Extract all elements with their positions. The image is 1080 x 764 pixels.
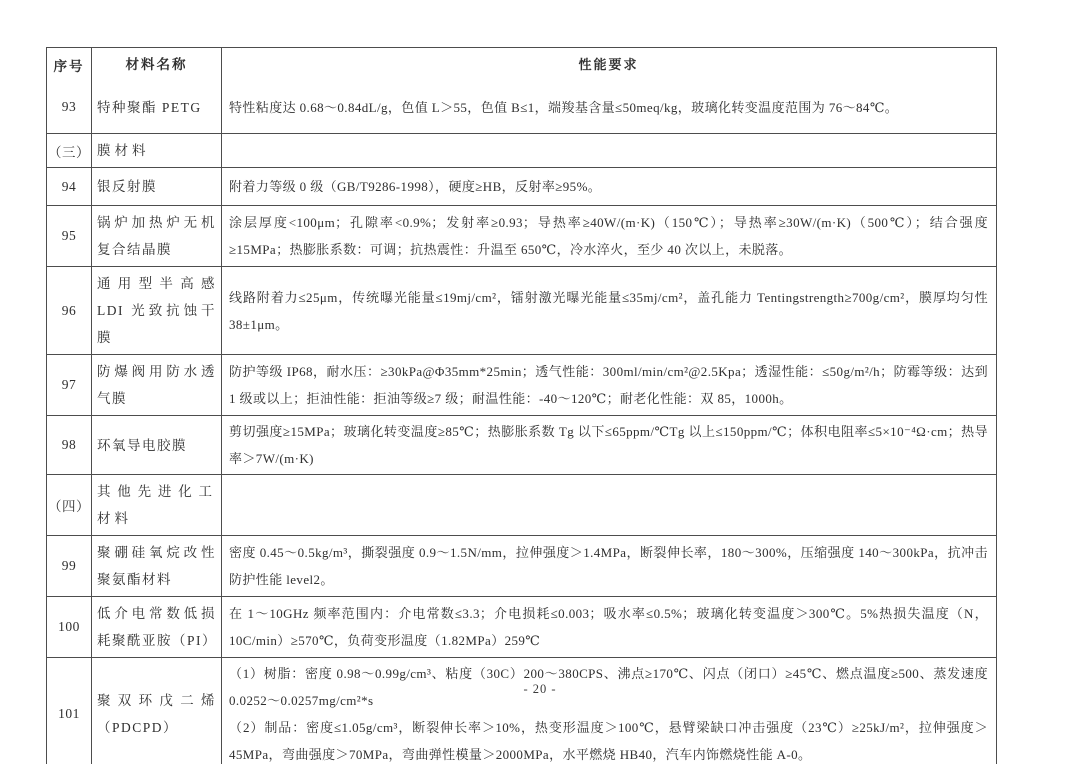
row-index: 94 <box>61 178 77 194</box>
row-requirements <box>221 81 996 133</box>
table-row <box>47 81 996 133</box>
row-index: （四） <box>48 499 90 514</box>
requirement-paragraph: （1）树脂：密度 0.98～0.99g/cm³、粘度（30C）200～380CPS、沸点≥170℃、闪点（闭口）≥45℃、燃点温度≥500、蒸发速度 0.0252～0.0257mg/cm²*s <box>229 666 988 708</box>
row-material-name: 环氧导电胶膜 <box>91 416 221 474</box>
requirement-paragraph: 附着力等级 0 级（GB/T9286-1998），硬度≥HB，反射率≥95%。 <box>229 179 602 194</box>
table-row <box>47 596 996 657</box>
row-index: 95 <box>61 228 77 243</box>
table-row <box>47 266 996 354</box>
row-index: 98 <box>61 437 77 452</box>
row-material-name: 膜材料 <box>91 134 221 167</box>
table-row <box>47 133 996 167</box>
row-index: 93 <box>61 99 77 114</box>
row-material-name: 特种聚酯 PETG <box>91 81 221 133</box>
row-material-name: 其他先进化工材料 <box>91 475 221 535</box>
row-material-name: 聚硼硅氧烷改性聚氨酯材料 <box>91 536 221 596</box>
requirement-paragraph: 防护等级 IP68，耐水压：≥30kPa@Φ35mm*25min；透气性能：300ml/min/cm²@2.5Kpa；透湿性能：≤50g/m²/h；防霉等级：达到 1 级或以上；拒油性能：拒油等级≥7 级；耐温性能：-40～120℃；耐老化性能：双 85，1000h。 <box>229 364 988 406</box>
row-material-name: 聚双环戊二烯（PDCPD） <box>91 658 221 764</box>
table-row <box>47 415 996 474</box>
header-requirements: 性能要求 <box>221 48 996 81</box>
requirement-paragraph: 涂层厚度<100μm；孔隙率<0.9%；发射率≥0.93；导热率≥40W/(m·K)（150℃）；导热率≥30W/(m·K)（500℃）；结合强度≥15MPa；热膨胀系数：可调；抗热震性：升温至 650℃，冷水淬火，至少 40 次以上，未脱落。 <box>229 215 988 257</box>
row-material-name: 通用型半高感 LDI 光致抗蚀干膜 <box>91 267 221 354</box>
table-row <box>47 474 996 535</box>
row-material-name: 防爆阀用防水透气膜 <box>91 355 221 415</box>
header-material-name: 材料名称 <box>91 48 221 81</box>
requirement-paragraph: 线路附着力≤25μm，传统曝光能量≤19mj/cm²，镭射激光曝光能量≤35mj/cm²，盖孔能力 Tentingstrength≥700g/cm²，膜厚均匀性 38±1μm。 <box>229 289 988 332</box>
row-index: 96 <box>61 302 77 318</box>
row-requirements <box>221 536 996 596</box>
page-number: - 20 - <box>523 682 557 696</box>
row-requirements <box>221 597 996 657</box>
requirement-paragraph: 在 1～10GHz 频率范围内：介电常数≤3.3；介电损耗≤0.003；吸水率≤0.5%；玻璃化转变温度＞300℃。5%热损失温度（N，10C/min）≥570℃，负荷变形温度（1.82MPa）259℃ <box>229 606 988 648</box>
materials-table <box>46 47 997 764</box>
row-requirements <box>221 267 996 354</box>
row-requirements <box>221 168 996 205</box>
row-index: 99 <box>61 558 77 573</box>
row-material-name: 银反射膜 <box>91 168 221 205</box>
table-header-row <box>47 48 996 81</box>
row-material-name: 低介电常数低损耗聚酰亚胺（PI） <box>91 597 221 657</box>
row-index: 100 <box>58 619 80 634</box>
header-index: 序号 <box>53 58 85 74</box>
table-row <box>47 354 996 415</box>
requirement-paragraph: 特性粘度达 0.68～0.84dL/g，色值 L＞55，色值 B≤1，端羧基含量≤50meq/kg，玻璃化转变温度范围为 76～84℃。 <box>229 99 899 115</box>
row-requirements <box>221 134 996 167</box>
row-index: （三） <box>48 144 90 160</box>
row-index: 97 <box>61 377 77 392</box>
requirement-paragraph: 密度 0.45～0.5kg/m³，撕裂强度 0.9～1.5N/mm，拉伸强度＞1.4MPa，断裂伸长率，180～300%，压缩强度 140～300kPa，抗冲击防护性能 level2。 <box>229 545 988 587</box>
table-row <box>47 167 996 205</box>
table-row <box>47 535 996 596</box>
row-index: 101 <box>58 706 80 721</box>
row-requirements <box>221 658 996 764</box>
requirement-paragraph: （2）制品：密度≤1.05g/cm³，断裂伸长率＞10%，热变形温度＞100℃，悬臂梁缺口冲击强度（23℃）≥25kJ/m²，拉伸强度＞45MPa，弯曲强度＞70MPa，弯曲弹性模量＞2000MPa，水平燃烧 HB40，汽车内饰燃烧性能 A-0。 <box>229 720 988 762</box>
requirement-paragraph: 剪切强度≥15MPa；玻璃化转变温度≥85℃；热膨胀系数 Tg 以下≤65ppm/℃Tg 以上≤150ppm/℃；体积电阻率≤5×10⁻⁴Ω·cm；热导率＞7W/(m·K) <box>229 424 988 466</box>
row-requirements <box>221 416 996 474</box>
table-body <box>47 81 996 764</box>
row-material-name: 锅炉加热炉无机复合结晶膜 <box>91 206 221 266</box>
table-row <box>47 657 996 764</box>
row-requirements <box>221 355 996 415</box>
row-requirements <box>221 206 996 266</box>
row-requirements <box>221 475 996 535</box>
table-row <box>47 205 996 266</box>
